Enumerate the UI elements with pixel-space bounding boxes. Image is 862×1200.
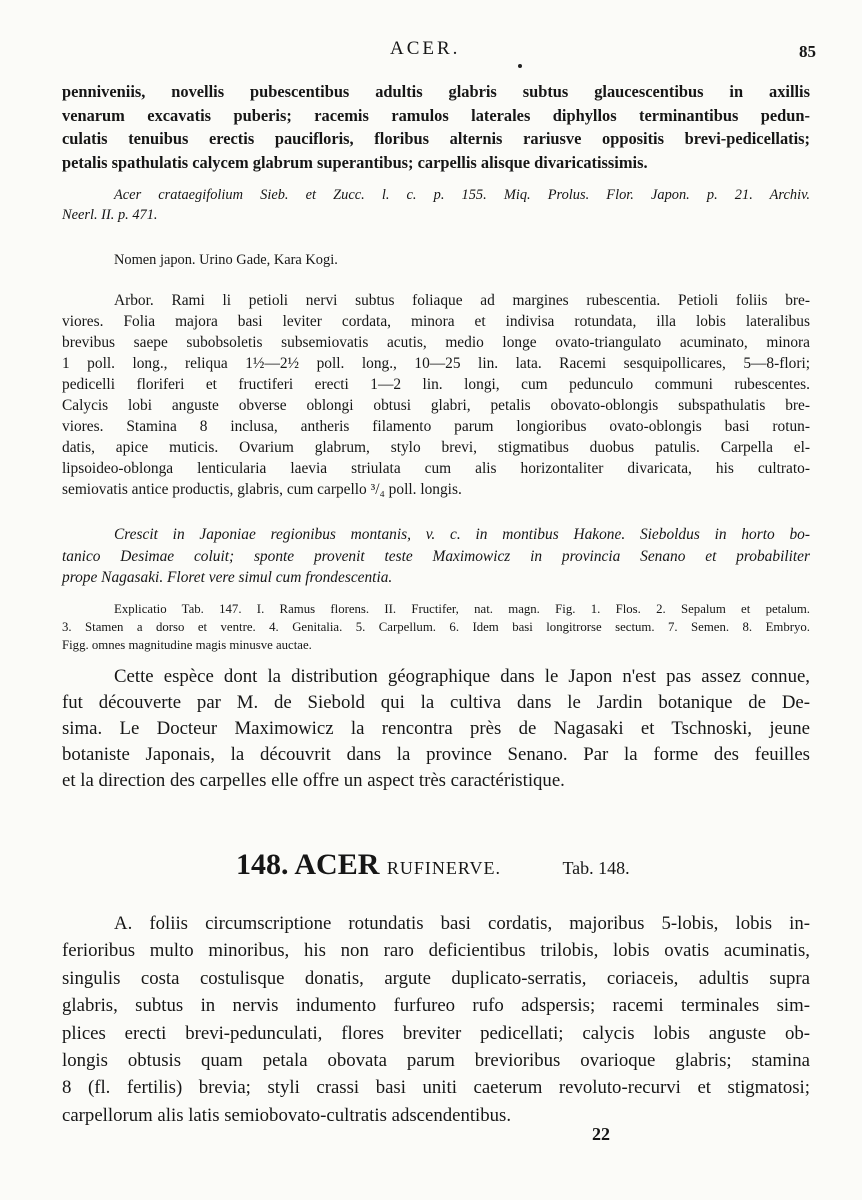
text-line: pedicelli floriferi et fructiferi erecti 1—2 lin. longi, cum pedunculo communi rubescentes.	[62, 376, 810, 393]
text-line: semiovatis antice productis, glabris, cum carpello ³/₄ poll. longis.	[62, 481, 462, 498]
text-line: 3. Stamen a dorso et ventre. 4. Genitalia. 5. Carpellum. 6. Idem basi longitrorse sectum. 7. Semen. 8. Embryo.	[62, 620, 810, 634]
text-line: 1 poll. long., reliqua 1½—2½ poll. long., 10—25 lin. lata. Racemi sesquipollicares, 5—8-flori;	[62, 355, 810, 372]
text-line: brevibus saepe subobsoletis subsemiovatis acutis, medio longe ovato-triangulato acuminato, minora	[62, 334, 810, 351]
text-line: venarum excavatis puberis; racemis ramulos laterales diphyllos terminantibus pedun-	[62, 105, 810, 125]
text-line: Cette espèce dont la distribution géographique dans le Japon n'est pas assez connue,	[114, 666, 810, 687]
text-line: penniveniis, novellis pubescentibus adultis glabris subtus glaucescentibus in axillis	[62, 82, 810, 101]
species-epithet: RUFINERVE.	[386, 858, 501, 878]
text-line: culatis tenuibus erectis paucifloris, floribus alternis rariusve oppositis brevi-pedicellatis;	[62, 129, 810, 149]
french-commentary	[62, 664, 810, 794]
text-line: Neerl. II. p. 471.	[62, 207, 158, 223]
signature-mark: 22	[592, 1124, 610, 1144]
text-line: petalis spathulatis calycem glabrum superantibus; carpellis alisque divaricatissimis.	[62, 152, 648, 172]
text-line: viores. Stamina 8 inclusa, antheris filamento parum longioribus ovato-oblongis basi rotun-	[62, 418, 810, 435]
running-title: ACER.	[390, 38, 461, 59]
text-line: lipsoideo-oblonga lenticularia laevia striulata cum alis horizontaliter divaricata, his cultrato-	[62, 460, 810, 477]
text-line: Nomen japon. Urino Gade, Kara Kogi.	[114, 252, 338, 268]
text-line: prope Nagasaki. Floret vere simul cum frondescentia.	[62, 569, 393, 586]
text-line: Crescit in Japoniae regionibus montanis, v. c. in montibus Hakone. Sieboldus in horto bo-	[114, 526, 810, 543]
page-number: 85	[799, 42, 816, 61]
synonymy	[62, 185, 810, 225]
text-line: plices erecti brevi-pedunculati, flores breviter pedicellati; calycis lobis anguste ob-	[62, 1022, 810, 1044]
text-line: 8 (fl. fertilis) brevia; styli crassi basi uniti caeterum revoluto-recurvi et stigmatosi;	[62, 1077, 810, 1099]
text-line: datis, apice muticis. Ovarium glabrum, stylo brevi, stigmatibus duobus patulis. Carpella el-	[62, 439, 810, 456]
text-line: tanico Desimae coluit; sponte provenit teste Maximowicz in provincia Senano et probabiliter	[62, 547, 810, 565]
text-line: glabris, subtus in nervis indumento furfureo rufo adspersis; racemi terminales sim-	[62, 995, 810, 1017]
morphology-paragraph	[62, 290, 810, 500]
species-description-148	[62, 910, 810, 1129]
text-line: Explicatio Tab. 147. I. Ramus florens. II. Fructifer, nat. magn. Fig. 1. Flos. 2. Sepalum et petalum.	[114, 602, 810, 616]
text-line: singulis costa costulisque donatis, argute duplicato-serratis, coriaceis, adultis supra	[62, 967, 810, 989]
distribution-note	[62, 524, 810, 589]
ink-dot	[518, 64, 522, 68]
text-line: sima. Le Docteur Maximowicz la rencontra près de Nagasaki et Tschnoski, jeune	[62, 718, 810, 739]
text-line: carpellorum alis latis semiobovato-cultratis adscendentibus.	[62, 1104, 512, 1126]
text-line: et la direction des carpelles elle offre un aspect très caractéristique.	[62, 770, 565, 791]
text-line: A. foliis circumscriptione rotundatis basi cordatis, majoribus 5-lobis, lobis in-	[114, 913, 810, 934]
running-head	[0, 38, 862, 68]
text-line: ferioribus multo minoribus, his non raro deficientibus trilobis, lobis ovatis acuminatis,	[62, 940, 810, 962]
species-genus: ACER	[294, 848, 380, 881]
japanese-names	[62, 250, 810, 270]
species-number: 148.	[236, 848, 289, 881]
text-line: Arbor. Rami li petioli nervi subtus foliaque ad margines rubescentia. Petioli foliis bre-	[114, 292, 810, 309]
text-line: fut découverte par M. de Siebold qui la cultiva dans le Jardin botanique de De-	[62, 692, 810, 713]
plate-reference: Tab. 148.	[562, 858, 630, 878]
plate-explanation	[62, 600, 810, 654]
text-line: Figg. omnes magnitudine magis minusve auctae.	[62, 638, 312, 652]
species-description-147	[62, 80, 810, 174]
text-line: botaniste Japonais, la découvrit dans la province Senano. Par la forme des feuilles	[62, 744, 810, 765]
text-line: Acer crataegifolium Sieb. et Zucc. l. c. p. 155. Miq. Prolus. Flor. Japon. p. 21. Archiv.	[114, 187, 810, 203]
species-heading-148	[236, 848, 630, 882]
text-line: Calycis lobi anguste obverse oblongi obtusi glabri, petalis obovato-oblongis subspathulatis bre-	[62, 397, 810, 414]
text-line: longis obtusis quam petala obovata parum brevioribus ovarioque glabris; stamina	[62, 1050, 810, 1072]
text-line: viores. Folia majora basi leviter cordata, minora et indivisa rotundata, illa lobis lateralibus	[62, 313, 810, 330]
